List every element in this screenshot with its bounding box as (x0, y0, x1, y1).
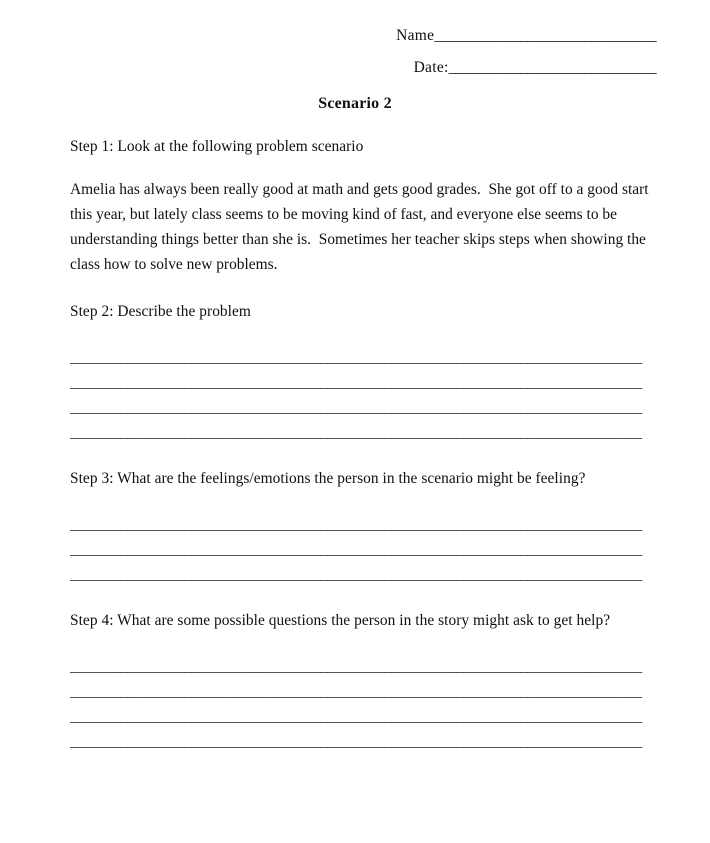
answer-rule-line[interactable]: ________________________________________________________________________________ (70, 732, 642, 750)
step-2-heading: Step 2: Describe the problem (70, 302, 251, 320)
answer-rule-line[interactable]: ________________________________________________________________________________ (70, 540, 642, 558)
answer-rule-line[interactable]: ________________________________________________________________________________ (70, 515, 642, 533)
answer-rule-line[interactable]: ________________________________________________________________________________ (70, 373, 642, 391)
name-field-rule[interactable]: _______________________________ (434, 27, 656, 44)
name-field-label: Name (396, 27, 435, 44)
answer-rule-line[interactable]: ________________________________________________________________________________ (70, 657, 642, 675)
name-field-row (0, 28, 656, 44)
answer-rule-line[interactable]: ________________________________________________________________________________ (70, 707, 642, 725)
answer-rule-line[interactable]: ________________________________________________________________________________ (70, 398, 642, 416)
worksheet-header (0, 0, 710, 75)
step-2-answer-area[interactable] (70, 345, 656, 445)
date-field-label: Date: (413, 58, 449, 76)
step-4-heading: Step 4: What are some possible questions the person in the story might ask to get help? (70, 611, 611, 629)
answer-rule-line[interactable]: ________________________________________________________________________________ (70, 348, 642, 366)
date-field-rule[interactable]: _____________________________ (448, 58, 656, 76)
page-title: Scenario 2 (318, 95, 392, 112)
step-1-heading: Step 1: Look at the following problem scenario (70, 138, 364, 155)
step-3-heading: Step 3: What are the feelings/emotions the person in the scenario might be feeling? (70, 469, 586, 487)
answer-rule-line[interactable]: ________________________________________________________________________________ (70, 565, 642, 583)
step-3-answer-area[interactable] (70, 512, 656, 587)
date-field-row (0, 60, 656, 76)
scenario-paragraph: Amelia has always been really good at math and gets good grades. She got off to a good start this year, but lately class seems to be moving kind of fast, and everyone else seems to be understanding things better than she is. Sometimes her teacher skips steps when showing the class how to solve new problems. (70, 180, 653, 273)
answer-rule-line[interactable]: ________________________________________________________________________________ (70, 423, 642, 441)
step-4-answer-area[interactable] (70, 654, 656, 754)
worksheet-content (70, 135, 656, 754)
answer-rule-line[interactable]: ________________________________________________________________________________ (70, 682, 642, 700)
